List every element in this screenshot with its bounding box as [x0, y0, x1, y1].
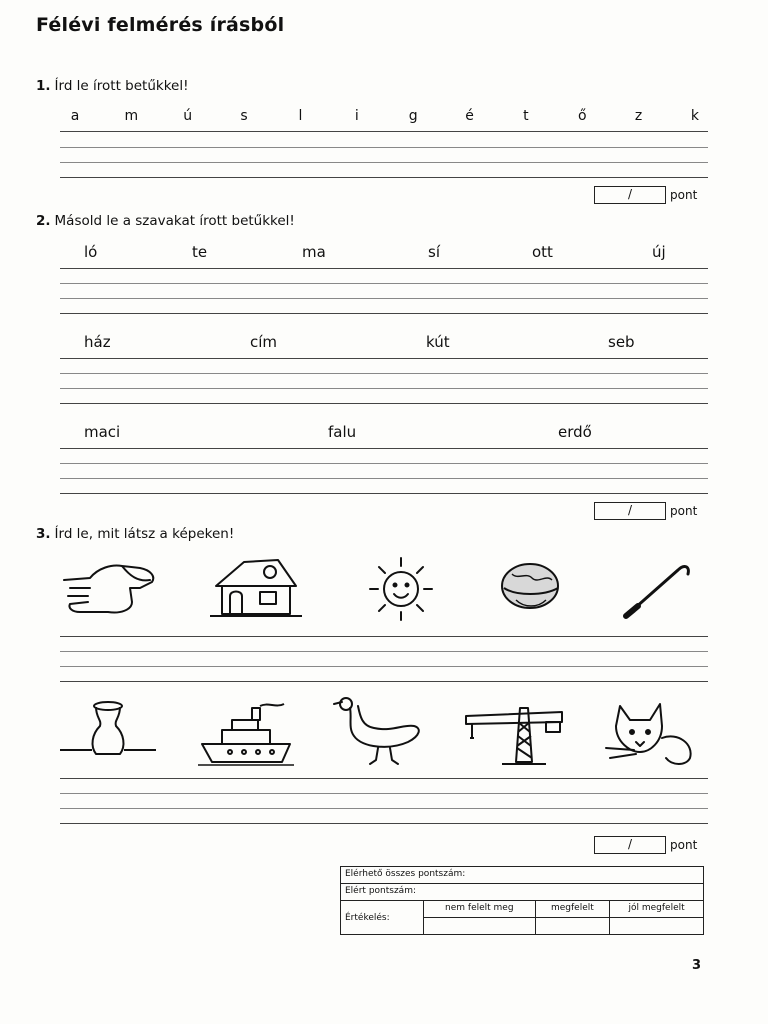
writing-line[interactable]	[60, 131, 708, 132]
task2-score-box[interactable]: /	[594, 502, 666, 520]
house-icon	[208, 556, 304, 620]
writing-line[interactable]	[60, 403, 708, 404]
word: ma	[302, 243, 326, 261]
writing-line[interactable]	[60, 651, 708, 652]
word: erdő	[558, 423, 592, 441]
writing-line[interactable]	[60, 162, 708, 163]
word: ló	[84, 243, 98, 261]
writing-line[interactable]	[60, 808, 708, 809]
writing-line[interactable]	[60, 177, 708, 178]
word: új	[652, 243, 666, 261]
writing-line[interactable]	[60, 268, 708, 269]
word: ott	[532, 243, 553, 261]
letter: z	[634, 108, 643, 124]
word: te	[192, 243, 208, 261]
sun-icon	[360, 554, 442, 624]
word: sí	[428, 243, 440, 261]
writing-line[interactable]	[60, 778, 708, 779]
task3-number: 3.	[36, 526, 51, 542]
rating-label: Értékelés:	[341, 901, 424, 935]
letter: ő	[577, 108, 587, 124]
letter: i	[354, 108, 359, 124]
letter: m	[124, 108, 139, 124]
word: seb	[608, 333, 635, 351]
task1-score-box[interactable]: /	[594, 186, 666, 204]
task1-number: 1.	[36, 78, 51, 94]
writing-line[interactable]	[60, 463, 708, 464]
writing-line[interactable]	[60, 358, 708, 359]
fox-icon	[602, 698, 698, 770]
rating-checkbox-fail[interactable]	[424, 918, 536, 935]
writing-line[interactable]	[60, 313, 708, 314]
page-number: 3	[692, 958, 702, 973]
task2-number: 2.	[36, 213, 51, 229]
hand-icon	[60, 558, 160, 620]
word: falu	[328, 423, 357, 441]
ship-icon	[198, 700, 294, 768]
writing-line[interactable]	[60, 373, 708, 374]
writing-line[interactable]	[60, 681, 708, 682]
letter: l	[298, 108, 303, 124]
max-points-label: Elérhető összes pontszám:	[345, 869, 466, 879]
word: cím	[250, 333, 278, 351]
letter: ú	[183, 108, 193, 124]
cane-icon	[620, 560, 694, 622]
word: ház	[84, 333, 111, 351]
task3-instruction	[36, 526, 234, 542]
task3-points-label: pont	[670, 838, 698, 852]
letter: g	[408, 108, 418, 124]
letter: k	[690, 108, 699, 124]
writing-line[interactable]	[60, 147, 708, 148]
achieved-points-row[interactable]	[341, 884, 704, 901]
page-title: Félévi felmérés írásból	[36, 14, 285, 36]
vase-icon	[58, 698, 158, 762]
writing-line[interactable]	[60, 478, 708, 479]
rating-option-good: jól megfelelt	[610, 901, 704, 918]
task2-instruction-text: Másold le a szavakat írott betűkkel!	[54, 213, 295, 229]
writing-line[interactable]	[60, 448, 708, 449]
task3-instruction-text: Írd le, mit látsz a képeken!	[54, 526, 235, 542]
letter: s	[240, 108, 248, 124]
walnut-icon	[496, 558, 564, 616]
task1-instruction	[36, 78, 189, 94]
writing-line[interactable]	[60, 793, 708, 794]
rating-option-fail: nem felelt meg	[424, 901, 536, 918]
letter: é	[465, 108, 474, 124]
task2-points-label: pont	[670, 504, 698, 518]
achieved-points-label: Elért pontszám:	[345, 886, 416, 896]
writing-line[interactable]	[60, 823, 708, 824]
letter: a	[70, 108, 80, 124]
crane-icon	[462, 702, 566, 766]
writing-line[interactable]	[60, 666, 708, 667]
max-points-row[interactable]	[341, 867, 704, 884]
task2-instruction	[36, 213, 295, 229]
rating-checkbox-good[interactable]	[610, 918, 704, 935]
task1-instruction-text: Írd le írott betűkkel!	[54, 78, 189, 94]
rating-checkbox-pass[interactable]	[535, 918, 610, 935]
writing-line[interactable]	[60, 298, 708, 299]
word: maci	[84, 423, 121, 441]
goose-icon	[330, 694, 424, 768]
writing-line[interactable]	[60, 388, 708, 389]
letter: t	[523, 108, 529, 124]
task3-score-box[interactable]: /	[594, 836, 666, 854]
writing-line[interactable]	[60, 283, 708, 284]
word: kút	[426, 333, 450, 351]
writing-line[interactable]	[60, 636, 708, 637]
rating-option-pass: megfelelt	[535, 901, 610, 918]
evaluation-table	[340, 866, 704, 935]
task1-points-label: pont	[670, 188, 698, 202]
writing-line[interactable]	[60, 493, 708, 494]
task1-letters	[60, 108, 710, 124]
